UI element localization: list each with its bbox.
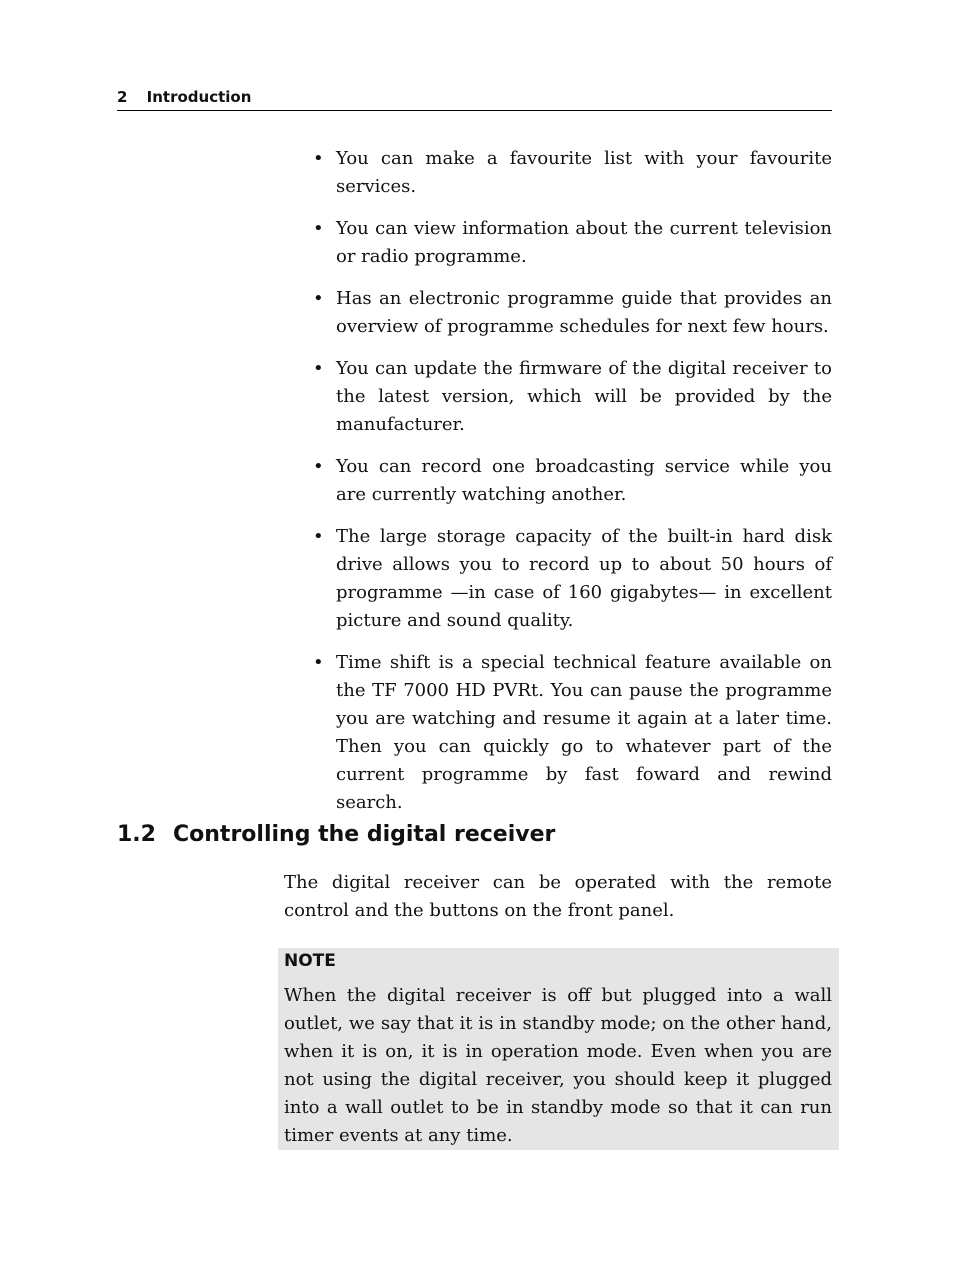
list-item <box>313 215 832 271</box>
running-header <box>117 86 832 111</box>
page-number: 2 <box>117 88 128 106</box>
section-title: Controlling the digital receiver <box>173 822 556 847</box>
list-item-text: You can record one broadcasting service while you are currently watching another. <box>336 456 832 505</box>
section-number: 1.2 <box>117 822 156 847</box>
list-item-text: You can view information about the current television or radio programme. <box>336 218 832 267</box>
feature-list <box>313 145 832 831</box>
section-intro-paragraph: The digital receiver can be operated with the remote control and the buttons on the front panel. <box>284 872 832 921</box>
list-item <box>313 145 832 201</box>
chapter-title: Introduction <box>146 88 252 106</box>
note-body: When the digital receiver is off but plugged into a wall outlet, we say that it is in standby mode; on the other hand, when it is on, it is in operation mode. Even when you are not using the digital receiver, you should keep it plugged into a wall outlet to be in standby mode so that it can run timer events at any time. <box>284 985 832 1146</box>
list-item-text: You can make a favourite list with your favourite services. <box>336 148 832 197</box>
list-item <box>313 523 832 635</box>
section-heading <box>117 818 832 852</box>
bullet-icon: • <box>313 652 324 673</box>
list-item-text: You can update the firmware of the digital receiver to the latest version, which will be provided by the manufacturer. <box>336 358 832 435</box>
list-item <box>313 285 832 341</box>
list-item <box>313 355 832 439</box>
bullet-icon: • <box>313 148 324 169</box>
note-label: NOTE <box>284 951 336 971</box>
bullet-icon: • <box>313 456 324 477</box>
list-item <box>313 453 832 509</box>
bullet-icon: • <box>313 218 324 239</box>
bullet-icon: • <box>313 526 324 547</box>
list-item <box>313 649 832 817</box>
list-item-text: The large storage capacity of the built-in hard disk drive allows you to record up to about 50 hours of programme —in case of 160 gigabytes— in excellent picture and sound quality. <box>336 526 832 631</box>
bullet-icon: • <box>313 288 324 309</box>
list-item-text: Time shift is a special technical feature available on the TF 7000 HD PVRt. You can pause the programme you are watching and resume it again at a later time. Then you can quickly go to whatever part of the current programme by fast foward and rewind search. <box>336 652 832 813</box>
bullet-icon: • <box>313 358 324 379</box>
list-item-text: Has an electronic programme guide that provides an overview of programme schedules for next few hours. <box>336 288 832 337</box>
note-box <box>278 948 839 1150</box>
